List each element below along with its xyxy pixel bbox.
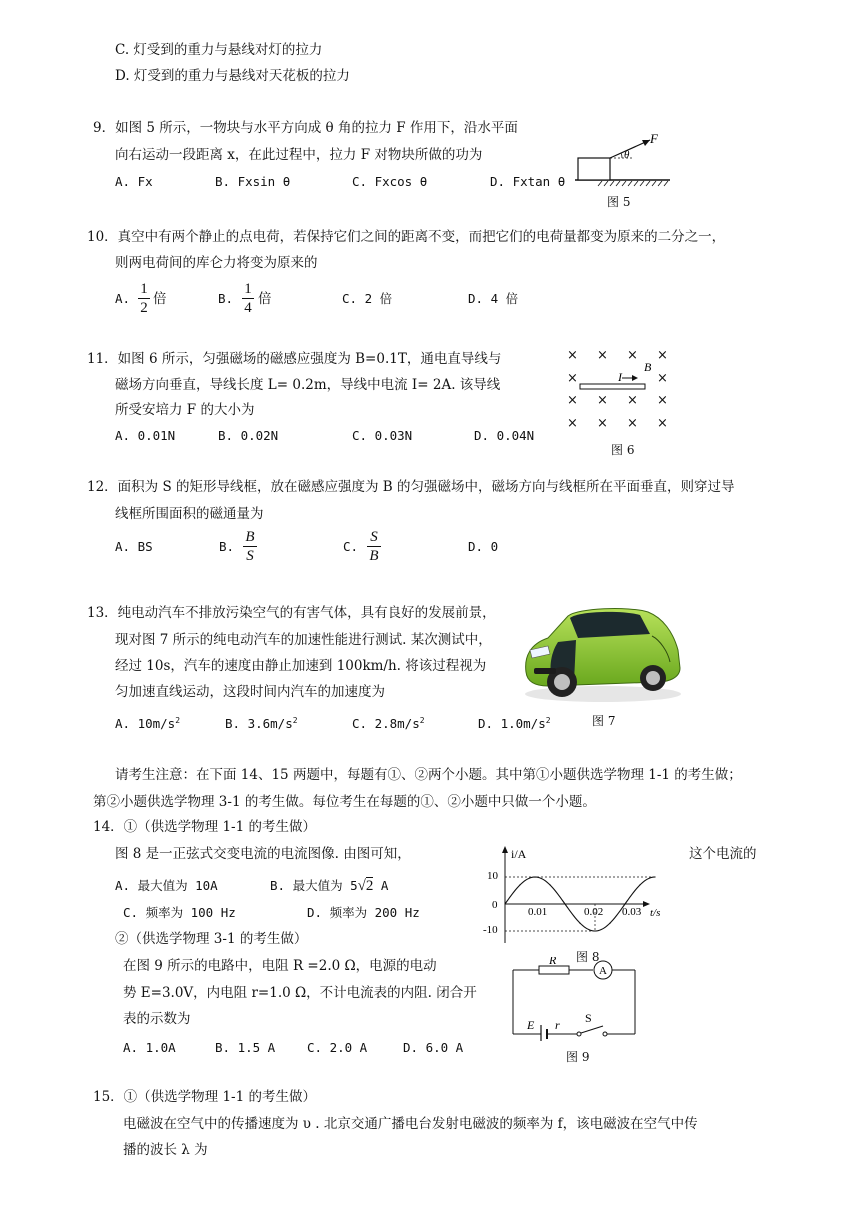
q11-stem-line1: 11．如图 6 所示，匀强磁场的磁感应强度为 B=0.1T，通电直导线与 bbox=[87, 351, 502, 367]
figure-8-ac-current-graph bbox=[476, 843, 676, 951]
figure-9-resistor-label: R bbox=[549, 957, 557, 967]
q10-option-a-label: A. bbox=[115, 291, 131, 306]
q15-stem-line1: 电磁波在空气中的传播速度为 υ . 北京交通广播电台发射电磁波的频率为 f，该电磁波在空气中传 bbox=[123, 1116, 698, 1132]
q10-option-a-unit: 倍 bbox=[153, 291, 167, 307]
figure-5-label-theta: θ bbox=[624, 149, 630, 161]
q12-option-c-label: C. bbox=[343, 539, 359, 554]
notice-line2: 第②小题供选学物理 3-1 的考生做。每位考生在每题的①、②小题中只做一个小题。 bbox=[93, 794, 596, 810]
figure-7-electric-car-image bbox=[518, 602, 683, 704]
svg-text:×: × bbox=[657, 393, 668, 408]
q12-option-c-fraction: S B bbox=[367, 529, 381, 564]
figure-8-y-axis-label: i/A bbox=[511, 847, 527, 861]
figure-9-circuit-diagram bbox=[505, 957, 645, 1041]
figure-6-caption: 图 6 bbox=[611, 443, 635, 457]
q9-option-d: D. Fxtan θ bbox=[490, 174, 566, 189]
figure-8-y-tick-10: 10 bbox=[487, 870, 498, 882]
svg-text:×: × bbox=[657, 371, 668, 386]
figure-8-data-point bbox=[504, 903, 505, 904]
q13-stem-line1: 13．纯电动汽车不排放污染空气的有害气体，具有良好的发展前景， bbox=[87, 605, 496, 621]
q12-option-a: A. BS bbox=[115, 539, 153, 554]
figure-8-data-point bbox=[579, 922, 580, 923]
figure-8-data-point bbox=[519, 884, 520, 885]
figure-8-data-point bbox=[639, 884, 640, 885]
notice-line1: 请考生注意：在下面 14、15 两题中，每题有①、②两个小题。其中第①小题供选学物理 1-1 的考生做； bbox=[115, 767, 742, 783]
figure-8-y-tick-0: 0 bbox=[492, 899, 498, 911]
q11-stem-line2: 磁场方向垂直，导线长度 L= 0.2m，导线中电流 I= 2A. 该导线 bbox=[115, 377, 501, 393]
figure-8-data-point bbox=[624, 903, 625, 904]
q8-option-d: D. 灯受到的重力与悬线对天花板的拉力 bbox=[115, 68, 350, 84]
q11-option-a: A. 0.01N bbox=[115, 428, 176, 443]
q10-option-d: D. 4 倍 bbox=[468, 291, 519, 306]
svg-text:×: × bbox=[597, 416, 608, 431]
figure-9-switch-label: S bbox=[585, 1011, 592, 1025]
q8-option-c: C. 灯受到的重力与悬线对灯的拉力 bbox=[115, 42, 323, 58]
figure-8-data-point bbox=[654, 876, 655, 877]
figure-8-x-tick-002: 0.02 bbox=[584, 906, 604, 918]
q13-stem-line2: 现对图 7 所示的纯电动汽车的加速性能进行测试. 某次测试中， bbox=[115, 632, 492, 648]
q13-stem-line3: 经过 10s，汽车的速度由静止加速到 100km/h. 将该过程视为 bbox=[115, 658, 487, 674]
figure-8-caption: 图 8 bbox=[576, 950, 600, 964]
q14-sub2-line1: 在图 9 所示的电路中，电阻 R =2.0 Ω，电源的电动 bbox=[123, 958, 437, 974]
svg-text:×: × bbox=[567, 393, 578, 408]
q14-option-c: C. 频率为 100 Hz bbox=[123, 905, 236, 920]
q10-option-b-label: B. bbox=[218, 291, 234, 306]
figure-6-magnetic-field bbox=[560, 344, 675, 436]
q9-option-b: B. Fxsin θ bbox=[215, 174, 291, 189]
figure-8-x-axis-label: t/s bbox=[650, 907, 661, 919]
figure-8-x-tick-001: 0.01 bbox=[528, 906, 548, 918]
figure-5-label-f: F bbox=[650, 131, 658, 146]
svg-text:×: × bbox=[627, 348, 638, 363]
svg-text:×: × bbox=[657, 416, 668, 431]
q13-option-d: D. $1.0m/s^2$ bbox=[478, 716, 551, 732]
q10-option-c: C. 2 倍 bbox=[342, 291, 393, 306]
q9-stem-line2: 向右运动一段距离 x，在此过程中，拉力 F 对物块所做的功为 bbox=[115, 147, 483, 163]
q14-sub2-option-a: A. 1.0A bbox=[123, 1040, 176, 1055]
figure-9-emf-label: E bbox=[527, 1018, 535, 1032]
figure-8-data-point bbox=[609, 922, 610, 923]
q13-option-b: B. $3.6m/s^2$ bbox=[225, 716, 298, 732]
q11-option-b: B. 0.02N bbox=[218, 428, 279, 443]
q14-option-d: D. 频率为 200 Hz bbox=[307, 905, 420, 920]
q10-stem-line2: 则两电荷间的库仑力将变为原来的 bbox=[115, 255, 318, 271]
q9-option-a: A. Fx bbox=[115, 174, 153, 189]
figure-8-y-tick-neg10: -10 bbox=[483, 924, 498, 936]
figure-9-ammeter-label: A bbox=[599, 965, 607, 977]
q12-option-b-label: B. bbox=[219, 539, 235, 554]
svg-text:×: × bbox=[567, 371, 578, 386]
svg-text:×: × bbox=[567, 416, 578, 431]
figure-6-label-b: B bbox=[644, 360, 652, 374]
figure-8-x-tick-003: 0.03 bbox=[622, 906, 642, 918]
figure-8-data-point bbox=[549, 884, 550, 885]
q14-heading: 14．①（供选学物理 1-1 的考生做） bbox=[93, 819, 317, 835]
q12-stem-line1: 12．面积为 S 的矩形导线框，放在磁感应强度为 B 的匀强磁场中，磁场方向与线框所在平面垂直，则穿过导 bbox=[87, 479, 735, 495]
q14-option-b: B. 最大值为 5√2 A bbox=[270, 878, 389, 894]
svg-text:×: × bbox=[567, 348, 578, 363]
q12-option-d: D. 0 bbox=[468, 539, 499, 554]
q11-option-d: D. 0.04N bbox=[474, 428, 535, 443]
q9-option-c: C. Fxcos θ bbox=[352, 174, 428, 189]
q14-sub2-option-b: B. 1.5 A bbox=[215, 1040, 276, 1055]
q10-option-a-fraction: 1 2 bbox=[138, 281, 150, 316]
q11-stem-line3: 所受安培力 F 的大小为 bbox=[115, 402, 255, 418]
q12-option-b-fraction: B S bbox=[243, 529, 257, 564]
q14-option-a: A. 最大值为 10A bbox=[115, 878, 218, 893]
q12-stem-line2: 线框所围面积的磁通量为 bbox=[115, 506, 264, 522]
figure-5-block-diagram bbox=[570, 128, 680, 188]
figure-9-caption: 图 9 bbox=[566, 1050, 590, 1064]
figure-7-caption: 图 7 bbox=[592, 714, 616, 728]
svg-text:×: × bbox=[627, 416, 638, 431]
q13-stem-line4: 匀加速直线运动，这段时间内汽车的加速度为 bbox=[115, 684, 385, 700]
q15-stem-line2: 播的波长 λ 为 bbox=[123, 1142, 208, 1158]
figure-6-label-i: I bbox=[618, 370, 622, 384]
figure-8-data-point bbox=[564, 903, 565, 904]
figure-5-caption: 图 5 bbox=[607, 195, 631, 209]
q10-option-b-fraction: 1 4 bbox=[242, 281, 254, 316]
svg-text:×: × bbox=[597, 393, 608, 408]
q14-sub2-option-d: D. 6.0 A bbox=[403, 1040, 464, 1055]
q14-sub2-heading: ②（供选学物理 3-1 的考生做） bbox=[115, 931, 308, 947]
q15-heading: 15．①（供选学物理 1-1 的考生做） bbox=[93, 1089, 317, 1105]
q14-sub2-line3: 表的示数为 bbox=[123, 1011, 191, 1027]
q9-stem-line1: 9．如图 5 所示，一物块与水平方向成 θ 角的拉力 F 作用下，沿水平面 bbox=[93, 120, 518, 136]
q14-sub2-option-c: C. 2.0 A bbox=[307, 1040, 368, 1055]
svg-text:×: × bbox=[657, 348, 668, 363]
figure-8-data-point bbox=[534, 876, 535, 877]
q10-option-b-unit: 倍 bbox=[258, 291, 272, 307]
q14-stem-line1-continued: 这个电流的 bbox=[689, 846, 757, 862]
q10-stem-line1: 10．真空中有两个静止的点电荷，若保持它们之间的距离不变，而把它们的电荷量都变为原来的二分之一， bbox=[87, 229, 726, 245]
q14-sub2-line2: 势 E=3.0V，内电阻 r=1.0 Ω，不计电流表的内阻. 闭合开 bbox=[123, 985, 477, 1001]
svg-text:×: × bbox=[597, 348, 608, 363]
svg-text:×: × bbox=[627, 393, 638, 408]
figure-8-data-point bbox=[594, 930, 595, 931]
q14-stem-line1: 图 8 是一正弦式交变电流的电流图像. 由图可知， bbox=[115, 846, 411, 862]
q13-option-c: C. $2.8m/s^2$ bbox=[352, 716, 425, 732]
q11-option-c: C. 0.03N bbox=[352, 428, 413, 443]
figure-9-internal-resistance-label: r bbox=[555, 1018, 560, 1032]
q13-option-a: A. $10m/s^2$ bbox=[115, 716, 181, 732]
